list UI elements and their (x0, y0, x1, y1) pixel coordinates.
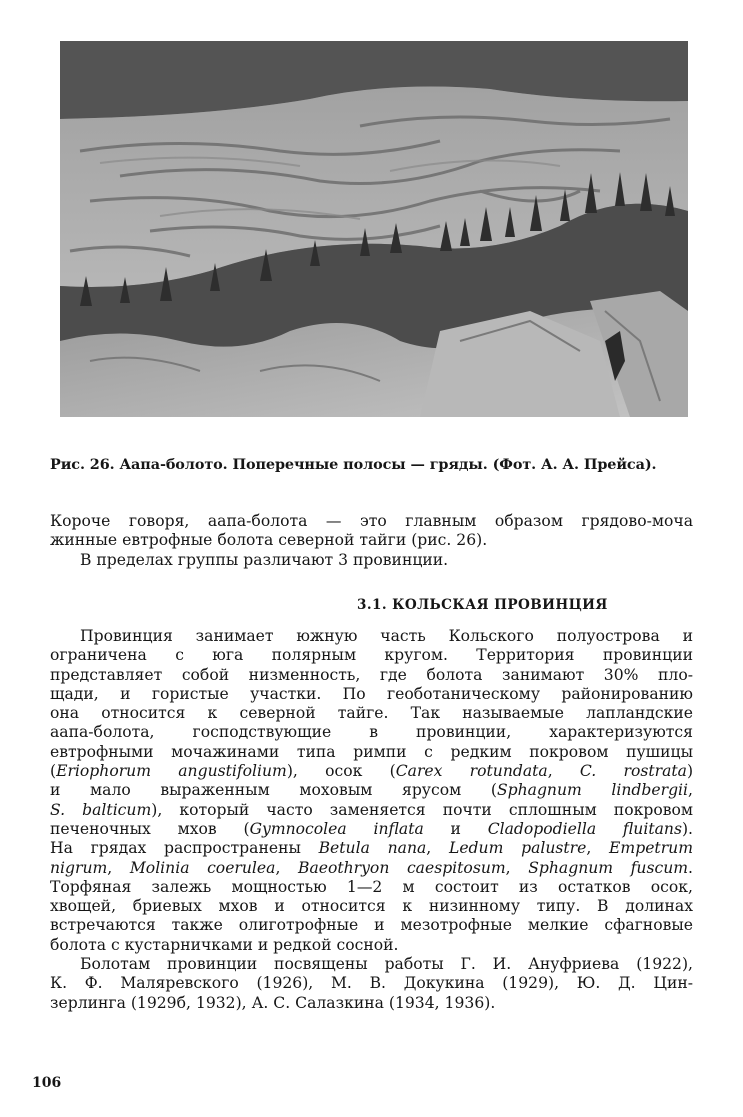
species-name: Baeothryon caespitosum (297, 858, 506, 877)
body-line: На грядах распространены Betula nana, Ledum palustre, Empetrum (50, 839, 693, 858)
figure-caption-label: Рис. 26. (50, 456, 115, 473)
body-paragraph (50, 627, 693, 1013)
intro-line: жинные евтрофные болота северной тайги (рис. 26). (50, 531, 488, 550)
body-line: Провинция занимает южную часть Кольского полуострова и (80, 627, 693, 645)
body-line: аапа-болота, господствующие в провинции, характеризуются (50, 723, 693, 742)
body-line: евтрофными мочажинами типа римпи с редким покровом пушицы (50, 742, 693, 761)
body-line: зерлинга (1929б, 1932), А. С. Салазкина (1934, 1936). (50, 993, 496, 1012)
species-name: Sphagnum lindbergii (496, 781, 689, 800)
species-name: Empetrum (609, 839, 693, 858)
body-line: ограничена с юга полярным кругом. Территория провинции (50, 646, 693, 665)
species-name: nigrum (50, 858, 108, 877)
body-line: (Eriophorum angustifolium), осок (Carex rotundata, C. rostrata) (50, 762, 694, 781)
body-line: представляет собой низменность, где болота занимают 30% пло- (50, 665, 693, 684)
body-line: встречаются также олиготрофные и мезотрофные мелкие сфагновые (50, 916, 693, 935)
species-name: Molinia coerulea (129, 858, 276, 877)
body-line: болота с кустарничками и редкой сосной. (50, 935, 399, 954)
body-line: и мало выраженным моховым ярусом (Sphagnum lindbergii, (50, 781, 694, 800)
body-line: К. Ф. Маляревского (1926), М. В. Докукина (1929), Ю. Д. Цин- (50, 974, 693, 993)
figure-photo (60, 41, 688, 417)
species-name: Carex rotundata (395, 762, 548, 781)
section-heading: 3.1. КОЛЬСКАЯ ПРОВИНЦИЯ (357, 597, 608, 613)
body-line: она относится к северной тайге. Так называемые лапландские (50, 704, 693, 723)
species-name: Sphagnum fuscum (528, 858, 689, 877)
species-name: Eriophorum angustifolium (56, 762, 287, 781)
body-line: S. balticum), который часто заменяется почти сплошным покровом (50, 800, 694, 819)
species-name: Betula nana (318, 839, 427, 858)
species-name: Cladopodiella fluitans (487, 819, 682, 838)
body-line: хвощей, бриевых мхов и относится к низинному типу. В долинах (50, 897, 693, 916)
body-line: Торфяная залежь мощностью 1—2 м состоит из остатков осок, (50, 877, 693, 896)
species-name: C. rostrata (579, 762, 687, 781)
body-line: Болотам провинции посвящены работы Г. И. Ануфриева (1922), (80, 955, 693, 974)
species-name: Gymnocolea inflata (249, 819, 424, 838)
intro-paragraph (50, 512, 693, 570)
species-name: Ledum palustre (448, 839, 587, 858)
page-number: 106 (32, 1075, 62, 1091)
species-name: S. balticum (50, 800, 152, 819)
body-line: печеночных мхов (Gymnocolea inflata и Cladopodiella fluitans). (50, 819, 693, 838)
intro-line: В пределах группы различают 3 провинции. (80, 550, 449, 569)
body-line: щади, и гористые участки. По геоботаническому районированию (50, 684, 693, 703)
figure-caption (50, 456, 700, 473)
body-line: nigrum, Molinia coerulea, Baeothryon caespitosum, Sphagnum fuscum. (50, 858, 693, 877)
figure-caption-text: Аапа-болото. Поперечные полосы — гряды. (Фот. А. А. Прейса). (119, 456, 657, 473)
intro-line: Короче говоря, аапа-болота — это главным образом грядово-моча (50, 512, 693, 530)
